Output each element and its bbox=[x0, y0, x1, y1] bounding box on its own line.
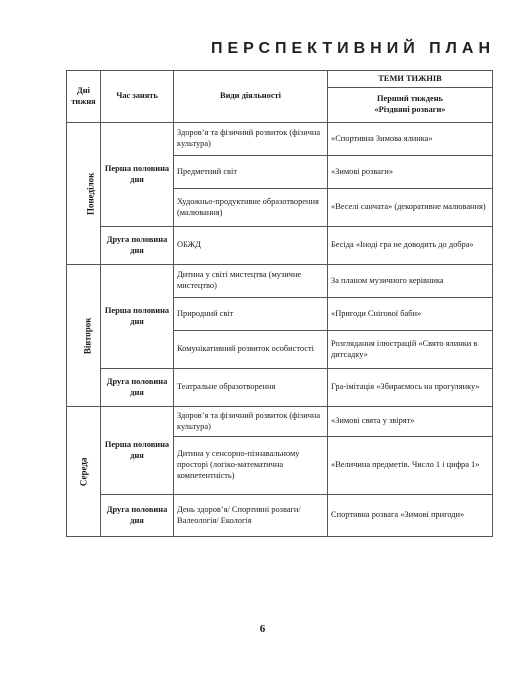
activity-cell: Дитина у сенсорно-пізнавальному просторі (логіко-математична компетентність) bbox=[174, 437, 328, 495]
theme-cell: Спортивна розвага «Зимові пригоди» bbox=[328, 495, 493, 537]
theme-cell: Розглядання ілюстрацій «Свято ялинки в дитсадку» bbox=[328, 331, 493, 369]
page-number: 6 bbox=[259, 623, 266, 635]
table-row bbox=[67, 227, 493, 265]
theme-cell: «Зимові свята у звірят» bbox=[328, 407, 493, 437]
time-second-half: Друга половина дня bbox=[101, 369, 174, 407]
activity-cell: Природний світ bbox=[174, 298, 328, 331]
activity-cell: Комунікативний розвиток особистості bbox=[174, 331, 328, 369]
activity-cell: Театральне образотворення bbox=[174, 369, 328, 407]
header-days: Дні тижня bbox=[67, 71, 101, 123]
page-title: ПЕРСПЕКТИВНИЙ ПЛАН bbox=[211, 40, 495, 57]
day-cell-monday bbox=[67, 123, 101, 265]
theme-cell: «Веселі санчата» (декоративне малювання) bbox=[328, 189, 493, 227]
day-cell-wednesday bbox=[67, 407, 101, 537]
time-first-half: Перша половина дня bbox=[101, 407, 174, 495]
activity-cell: Здоров’я та фізичний розвиток (фізична культура) bbox=[174, 123, 328, 156]
week-theme: «Різдвяні розваги» bbox=[374, 105, 446, 114]
header-themes: ТЕМИ ТИЖНІВ bbox=[328, 71, 493, 88]
activity-cell: Здоров’я та фізичний розвиток (фізична культура) bbox=[174, 407, 328, 437]
theme-cell: За планом музичного керівника bbox=[328, 265, 493, 298]
activity-cell: Предметний світ bbox=[174, 156, 328, 189]
day-name: Середа bbox=[78, 457, 89, 486]
header-activities: Види діяльності bbox=[174, 71, 328, 123]
week-name: Перший тиждень bbox=[377, 94, 443, 104]
plan-table bbox=[66, 70, 493, 537]
theme-cell: Бесіда «Іноді гра не доводить до добра» bbox=[328, 227, 493, 265]
theme-cell: «Зимові розваги» bbox=[328, 156, 493, 189]
time-first-half: Перша половина дня bbox=[101, 265, 174, 369]
table-row bbox=[67, 123, 493, 156]
activity-cell: Художньо-продуктивне образотворення (малювання) bbox=[174, 189, 328, 227]
time-second-half: Друга половина дня bbox=[101, 495, 174, 537]
theme-cell: «Величина предметів. Число 1 і цифра 1» bbox=[328, 437, 493, 495]
theme-cell: «Пригоди Снігової баби» bbox=[328, 298, 493, 331]
header-week bbox=[328, 88, 493, 123]
day-cell-tuesday bbox=[67, 265, 101, 407]
activity-cell: День здоров’я/ Спортивні розваги/ Валеологія/ Екологія bbox=[174, 495, 328, 537]
activity-cell: ОБЖД bbox=[174, 227, 328, 265]
theme-cell: «Спортивна Зимова ялинка» bbox=[328, 123, 493, 156]
table-row bbox=[67, 407, 493, 437]
time-first-half: Перша половина дня bbox=[101, 123, 174, 227]
table-row bbox=[67, 369, 493, 407]
table-row bbox=[67, 495, 493, 537]
time-second-half: Друга половина дня bbox=[101, 227, 174, 265]
table-row bbox=[67, 265, 493, 298]
activity-cell: Дитина у світі мистецтва (музичне мистецтво) bbox=[174, 265, 328, 298]
day-name: Вівторок bbox=[82, 317, 93, 354]
header-time: Час занять bbox=[101, 71, 174, 123]
day-name: Понеділок bbox=[85, 172, 96, 215]
theme-cell: Гра-імітація «Збираємось на прогулянку» bbox=[328, 369, 493, 407]
